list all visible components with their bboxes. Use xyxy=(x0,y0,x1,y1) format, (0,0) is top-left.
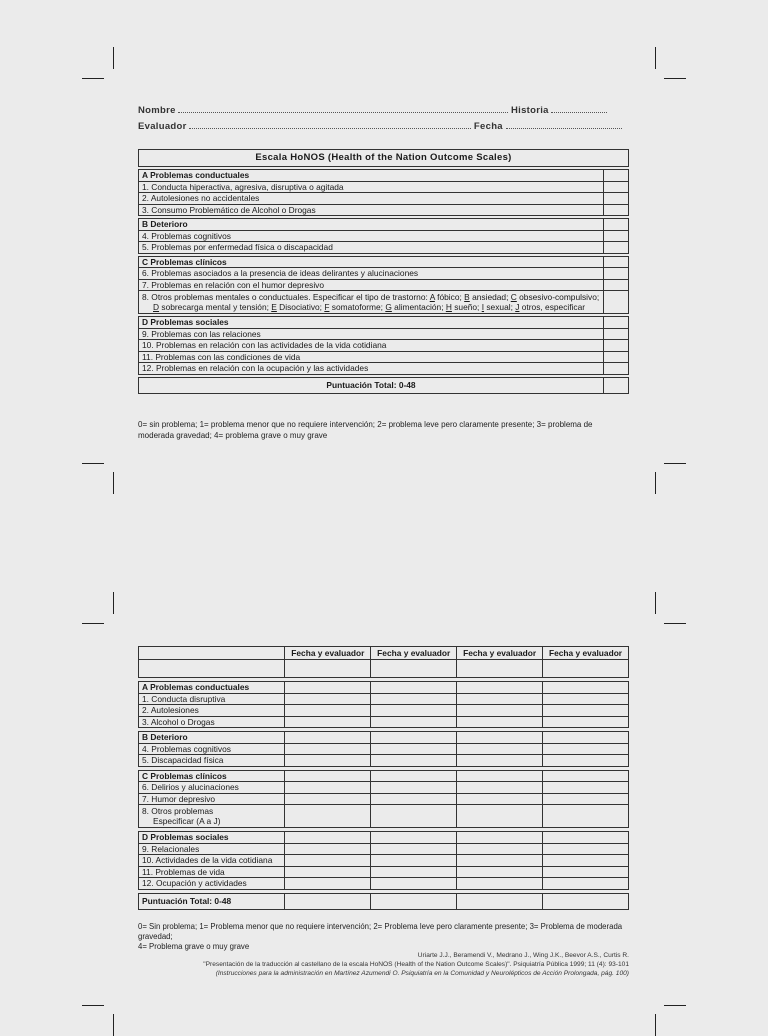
total-cell[interactable] xyxy=(457,893,543,909)
score-cell[interactable] xyxy=(285,716,371,728)
score-cell[interactable] xyxy=(457,793,543,805)
score-cell[interactable] xyxy=(543,793,629,805)
score-cell[interactable] xyxy=(285,755,371,767)
item-label: 6. Delirios y alucinaciones xyxy=(139,782,285,794)
score-box[interactable] xyxy=(604,193,629,205)
item-8-label xyxy=(139,805,285,828)
score-cell[interactable] xyxy=(457,743,543,755)
nombre-row xyxy=(138,105,607,116)
item-label: 1. Conducta hiperactiva, agresiva, disruptiva o agitada xyxy=(139,181,604,193)
crop-mark xyxy=(82,78,104,79)
score-cell[interactable] xyxy=(285,770,371,782)
evaluador-label: Evaluador xyxy=(138,121,187,132)
score-cell[interactable] xyxy=(543,716,629,728)
crop-mark xyxy=(113,47,114,69)
score-cell[interactable] xyxy=(543,866,629,878)
item-label: 3. Consumo Problemático de Alcohol o Drogas xyxy=(139,204,604,216)
item-label: 10. Actividades de la vida cotidiana xyxy=(139,855,285,867)
section-title: C Problemas clínicos xyxy=(139,256,604,268)
date-evaluator-input[interactable] xyxy=(457,660,543,678)
score-cell[interactable] xyxy=(371,793,457,805)
citation-line2: "Presentación de la traducción al castellano de la escala HoNOS (Health of the Nation Outcome Scales)". Psiquiatría Pública 1999; 11 (4): 93-101 xyxy=(203,961,629,968)
item-label: 4. Problemas cognitivos xyxy=(139,743,285,755)
score-box[interactable] xyxy=(604,230,629,242)
score-cell[interactable] xyxy=(285,693,371,705)
item-label: 11. Problemas con las condiciones de vida xyxy=(139,351,604,363)
evaluador-field[interactable] xyxy=(189,121,471,129)
item-8-line2: D sobrecarga mental y tensión; E Disociativo; F somatoforme; G alimentación; H sueño; I sexual; J otros, especificar xyxy=(153,302,586,312)
score-cell[interactable] xyxy=(457,693,543,705)
total-cell[interactable] xyxy=(285,893,371,909)
item-label: 3. Alcohol o Drogas xyxy=(139,716,285,728)
score-cell[interactable] xyxy=(543,878,629,890)
score-cell[interactable] xyxy=(285,832,371,844)
item-label: 4. Problemas cognitivos xyxy=(139,230,604,242)
crop-mark xyxy=(82,463,104,464)
section-title: B Deterioro xyxy=(139,219,604,231)
score-cell[interactable] xyxy=(543,693,629,705)
score-box[interactable] xyxy=(604,351,629,363)
total-cell[interactable] xyxy=(543,893,629,909)
score-cell[interactable] xyxy=(371,832,457,844)
section-title: D Problemas sociales xyxy=(139,317,604,329)
score-cell[interactable] xyxy=(371,743,457,755)
item-label: 7. Humor depresivo xyxy=(139,793,285,805)
score-cell[interactable] xyxy=(457,732,543,744)
item-label: 9. Relacionales xyxy=(139,843,285,855)
table-title: Escala HoNOS (Health of the Nation Outcome Scales) xyxy=(139,150,629,167)
crop-mark xyxy=(655,1014,656,1036)
score-cell[interactable] xyxy=(543,732,629,744)
citation-line3: (Instrucciones para la administración en Martínez Azumendi O. Psiquiatría en la Comunidad y Neurolépticos de Acción Prolongada, pág. 100) xyxy=(215,970,629,977)
crop-mark xyxy=(655,472,656,494)
score-cell[interactable] xyxy=(457,832,543,844)
score-box[interactable] xyxy=(604,256,629,268)
total-label: Puntuación Total: 0-48 xyxy=(139,377,604,393)
score-box[interactable] xyxy=(604,340,629,352)
score-cell[interactable] xyxy=(371,843,457,855)
score-cell[interactable] xyxy=(371,855,457,867)
nombre-label: Nombre xyxy=(138,105,176,116)
score-cell[interactable] xyxy=(371,805,457,828)
score-cell[interactable] xyxy=(285,843,371,855)
score-box[interactable] xyxy=(604,204,629,216)
section-title: B Deterioro xyxy=(139,732,285,744)
crop-mark xyxy=(82,623,104,624)
section-title: D Problemas sociales xyxy=(139,832,285,844)
crop-mark xyxy=(113,592,114,614)
score-box[interactable] xyxy=(604,170,629,182)
crop-mark xyxy=(664,463,686,464)
score-cell[interactable] xyxy=(543,855,629,867)
score-cell[interactable] xyxy=(371,755,457,767)
item-8-line1: 8. Otros problemas xyxy=(142,806,214,816)
score-cell[interactable] xyxy=(543,832,629,844)
scoring-note-2-line1: 0= Sin problema; 1= Problema menor que no requiere intervención; 2= Problema leve pero claramente presente; 3= Problema de moderada gravedad; xyxy=(138,922,623,941)
score-cell[interactable] xyxy=(371,682,457,694)
crop-mark xyxy=(82,1005,104,1006)
score-cell[interactable] xyxy=(457,755,543,767)
score-cell[interactable] xyxy=(457,878,543,890)
score-cell[interactable] xyxy=(457,843,543,855)
citation-line1: Uriarte J.J., Beramendi V., Medrano J., Wing J.K., Beevor A.S., Curtis R. xyxy=(417,952,629,959)
score-cell[interactable] xyxy=(457,782,543,794)
section-title: A Problemas conductuales xyxy=(139,682,285,694)
crop-mark xyxy=(664,1005,686,1006)
honos-followup-table xyxy=(138,646,629,910)
score-cell[interactable] xyxy=(457,805,543,828)
item-label: 9. Problemas con las relaciones xyxy=(139,328,604,340)
honos-scale-table xyxy=(138,149,629,394)
score-box[interactable] xyxy=(604,291,629,314)
citation xyxy=(203,951,629,978)
item-label: 12. Ocupación y actividades xyxy=(139,878,285,890)
historia-field[interactable] xyxy=(551,105,607,113)
score-cell[interactable] xyxy=(371,770,457,782)
item-label: 12. Problemas en relación con la ocupación y las actividades xyxy=(139,363,604,375)
item-label: 2. Autolesiones xyxy=(139,705,285,717)
score-box[interactable] xyxy=(604,328,629,340)
total-box[interactable] xyxy=(604,377,629,393)
score-cell[interactable] xyxy=(371,878,457,890)
score-cell[interactable] xyxy=(457,855,543,867)
nombre-field[interactable] xyxy=(178,105,508,113)
score-cell[interactable] xyxy=(285,878,371,890)
score-cell[interactable] xyxy=(457,770,543,782)
crop-mark xyxy=(655,47,656,69)
header-empty-cell xyxy=(139,647,285,660)
score-cell[interactable] xyxy=(285,805,371,828)
score-cell[interactable] xyxy=(457,866,543,878)
crop-mark xyxy=(664,78,686,79)
score-cell[interactable] xyxy=(543,755,629,767)
section-title: C Problemas clínicos xyxy=(139,770,285,782)
score-cell[interactable] xyxy=(457,716,543,728)
score-cell[interactable] xyxy=(285,743,371,755)
item-8-label xyxy=(139,291,604,314)
blank-cell xyxy=(139,660,285,678)
score-cell[interactable] xyxy=(285,705,371,717)
evaluador-row xyxy=(138,121,622,132)
fecha-label: Fecha xyxy=(473,121,503,132)
score-cell[interactable] xyxy=(371,732,457,744)
column-header: Fecha y evaluador xyxy=(543,647,629,660)
crop-mark xyxy=(113,472,114,494)
score-box[interactable] xyxy=(604,317,629,329)
score-cell[interactable] xyxy=(371,782,457,794)
score-cell[interactable] xyxy=(543,805,629,828)
score-box[interactable] xyxy=(604,181,629,193)
item-label: 2. Autolesiones no accidentales xyxy=(139,193,604,205)
score-cell[interactable] xyxy=(543,682,629,694)
item-8-line1: 8. Otros problemas mentales o conductuales. Especificar el tipo de trastorno: A fóbico; B ansiedad; C obsesivo-compulsivo; xyxy=(142,292,600,302)
score-cell[interactable] xyxy=(543,705,629,717)
item-label: 5. Problemas por enfermedad física o discapacidad xyxy=(139,242,604,254)
historia-label: Historia xyxy=(510,105,549,116)
item-label: 5. Discapacidad física xyxy=(139,755,285,767)
item-8-line2: Especificar (A a J) xyxy=(153,816,221,826)
score-cell[interactable] xyxy=(285,866,371,878)
item-label: 11. Problemas de vida xyxy=(139,866,285,878)
score-cell[interactable] xyxy=(457,682,543,694)
score-cell[interactable] xyxy=(285,782,371,794)
score-cell[interactable] xyxy=(371,866,457,878)
scoring-note-2 xyxy=(138,922,633,952)
column-header: Fecha y evaluador xyxy=(371,647,457,660)
fecha-field[interactable] xyxy=(506,121,622,129)
crop-mark xyxy=(113,1014,114,1036)
score-cell[interactable] xyxy=(457,705,543,717)
score-cell[interactable] xyxy=(543,770,629,782)
score-box[interactable] xyxy=(604,268,629,280)
item-label: 1. Conducta disruptiva xyxy=(139,693,285,705)
score-cell[interactable] xyxy=(371,716,457,728)
score-cell[interactable] xyxy=(371,693,457,705)
crop-mark xyxy=(655,592,656,614)
score-cell[interactable] xyxy=(543,843,629,855)
section-title: A Problemas conductuales xyxy=(139,170,604,182)
score-box[interactable] xyxy=(604,242,629,254)
score-box[interactable] xyxy=(604,363,629,375)
score-cell[interactable] xyxy=(285,793,371,805)
total-label: Puntuación Total: 0-48 xyxy=(139,893,285,909)
item-label: 6. Problemas asociados a la presencia de ideas delirantes y alucinaciones xyxy=(139,268,604,280)
score-cell[interactable] xyxy=(371,705,457,717)
column-header: Fecha y evaluador xyxy=(285,647,371,660)
score-cell[interactable] xyxy=(543,782,629,794)
score-cell[interactable] xyxy=(285,855,371,867)
score-box[interactable] xyxy=(604,219,629,231)
score-cell[interactable] xyxy=(285,732,371,744)
score-cell[interactable] xyxy=(543,743,629,755)
total-cell[interactable] xyxy=(371,893,457,909)
score-box[interactable] xyxy=(604,279,629,291)
date-evaluator-input[interactable] xyxy=(371,660,457,678)
item-label: 7. Problemas en relación con el humor depresivo xyxy=(139,279,604,291)
column-header: Fecha y evaluador xyxy=(457,647,543,660)
date-evaluator-input[interactable] xyxy=(285,660,371,678)
item-label: 10. Problemas en relación con las actividades de la vida cotidiana xyxy=(139,340,604,352)
scoring-note: 0= sin problema; 1= problema menor que no requiere intervención; 2= problema leve pero claramente presente; 3= problema de moderada gravedad; 4= problema grave o muy grave xyxy=(138,420,593,440)
crop-mark xyxy=(664,623,686,624)
date-evaluator-input[interactable] xyxy=(543,660,629,678)
scoring-note-2-line2: 4= Problema grave o muy grave xyxy=(138,942,250,951)
score-cell[interactable] xyxy=(285,682,371,694)
